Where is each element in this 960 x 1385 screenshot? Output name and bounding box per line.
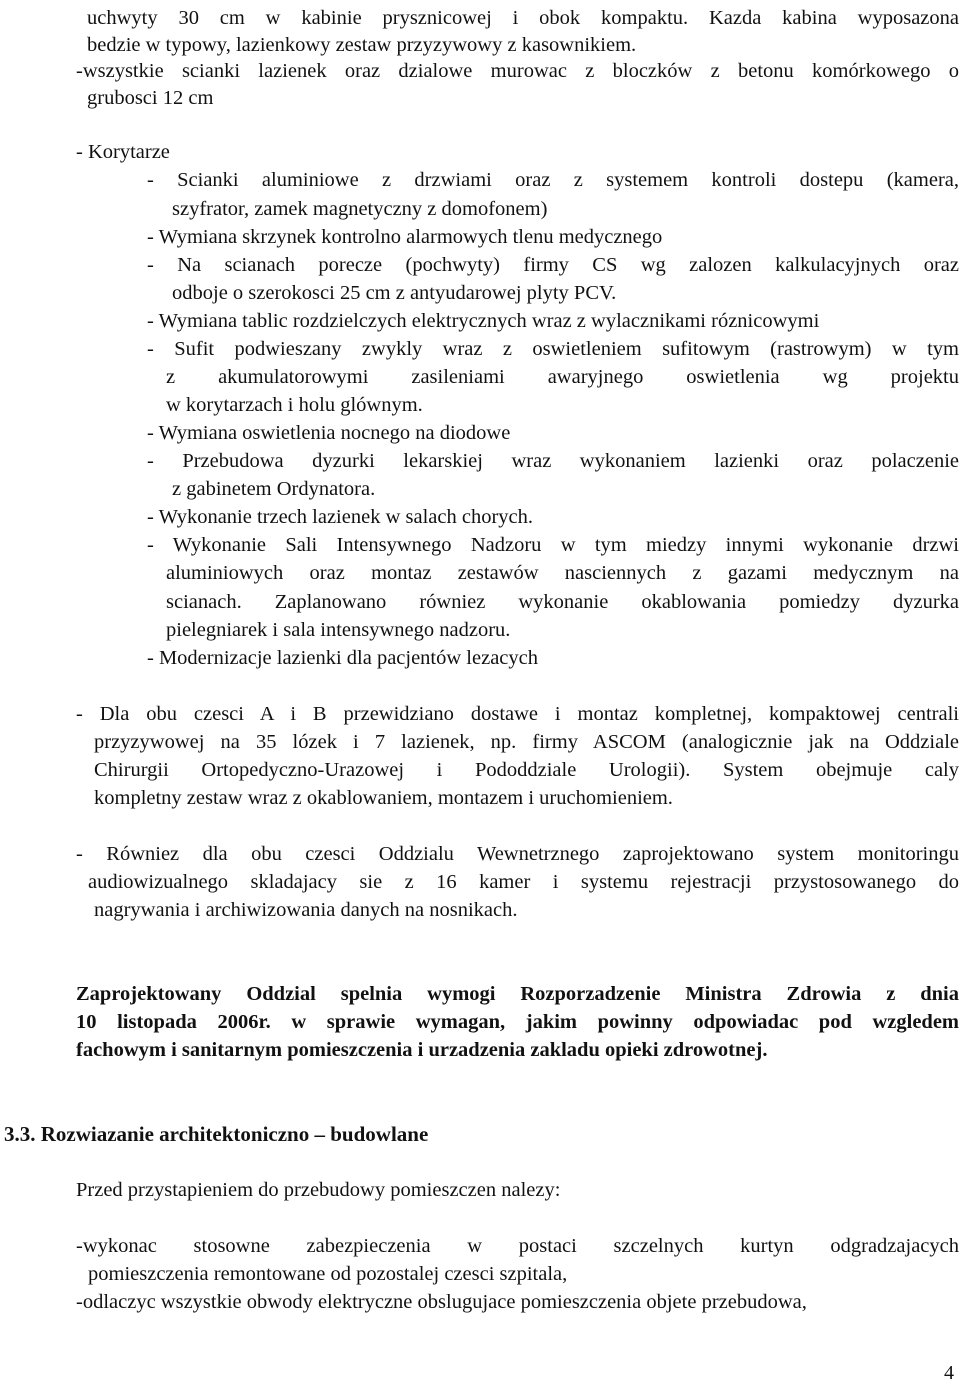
bold-statement-line: Zaprojektowany Oddzial spelnia wymogi Rozporzadzenie Ministra Zdrowia z dnia bbox=[76, 983, 959, 1005]
text-line: odboje o szerokosci 25 cm z antyudarowej plyty PCV. bbox=[172, 282, 617, 304]
list-item: - Wykonanie Sali Intensywnego Nadzoru w tym miedzy innymi wykonanie drzwi bbox=[147, 534, 959, 556]
text-line: -wszystkie scianki lazienek oraz dzialowe murowac z bloczków z betonu komórkowego o bbox=[76, 60, 959, 82]
list-item: - Modernizacje lazienki dla pacjentów lezacych bbox=[147, 647, 539, 669]
text-line: szyfrator, zamek magnetyczny z domofonem) bbox=[172, 198, 548, 220]
text-line: -wykonac stosowne zabezpieczenia w postaci szczelnych kurtyn odgradzajacych bbox=[76, 1235, 959, 1257]
list-item: - Wymiana tablic rozdzielczych elektrycznych wraz z wylacznikami róznicowymi bbox=[147, 310, 820, 332]
text-line: aluminiowych oraz montaz zestawów nasciennych z gazami medycznym na bbox=[166, 562, 959, 584]
list-item: - Wymiana skrzynek kontrolno alarmowych tlenu medycznego bbox=[147, 226, 663, 248]
text-line: bedzie w typowy, lazienkowy zestaw przyzywowy z kasownikiem. bbox=[87, 34, 637, 56]
text-line: przyzywowej na 35 lózek i 7 lazienek, np. firmy ASCOM (analogicznie jak na Oddziale bbox=[94, 731, 959, 753]
text-line: nagrywania i archiwizowania danych na nosnikach. bbox=[94, 899, 518, 921]
text-line: z gabinetem Ordynatora. bbox=[172, 478, 376, 500]
text-line: -odlaczyc wszystkie obwody elektryczne obslugujace pomieszczenia objete przebudowa, bbox=[76, 1291, 807, 1313]
text-line: - Dla obu czesci A i B przewidziano dostawe i montaz kompletnej, kompaktowej centrali bbox=[76, 703, 959, 725]
text-line: Przed przystapieniem do przebudowy pomieszczen nalezy: bbox=[76, 1179, 561, 1201]
text-line: Chirurgii Ortopedyczno-Urazowej i Pododdziale Urologii). System obejmuje caly bbox=[94, 759, 959, 781]
text-line: uchwyty 30 cm w kabinie prysznicowej i obok kompaktu. Kazda kabina wyposazona bbox=[87, 7, 959, 29]
text-line: w korytarzach i holu glównym. bbox=[166, 394, 423, 416]
list-item: - Wymiana oswietlenia nocnego na diodowe bbox=[147, 422, 511, 444]
text-line: - Równiez dla obu czesci Oddzialu Wewnetrznego zaprojektowano system monitoringu bbox=[76, 843, 959, 865]
bold-statement-line: fachowym i sanitarnym pomieszczenia i urzadzenia zakladu opieki zdrowotnej. bbox=[76, 1039, 768, 1061]
section-label-korytarze: - Korytarze bbox=[76, 141, 170, 163]
text-line: pielegniarek i sala intensywnego nadzoru. bbox=[166, 619, 511, 641]
section-heading: 3.3. Rozwiazanie architektoniczno – budowlane bbox=[4, 1122, 429, 1146]
bold-statement-line: 10 listopada 2006r. w sprawie wymagan, jakim powinny odpowiadac pod wzgledem bbox=[76, 1011, 959, 1033]
text-line: grubosci 12 cm bbox=[87, 87, 214, 109]
page-number: 4 bbox=[944, 1362, 954, 1384]
text-line: z akumulatorowymi zasileniami awaryjnego oswietlenia wg projektu bbox=[166, 366, 959, 388]
list-item: - Scianki aluminiowe z drzwiami oraz z systemem kontroli dostepu (kamera, bbox=[147, 169, 959, 191]
text-line: scianach. Zaplanowano równiez wykonanie okablowania pomiedzy dyzurka bbox=[166, 591, 959, 613]
list-item: - Sufit podwieszany zwykly wraz z oswietleniem sufitowym (rastrowym) w tym bbox=[147, 338, 959, 360]
text-line: audiowizualnego skladajacy sie z 16 kamer i systemu rejestracji przystosowanego do bbox=[88, 871, 959, 893]
text-line: kompletny zestaw wraz z okablowaniem, montazem i uruchomieniem. bbox=[94, 787, 673, 809]
text-line: pomieszczenia remontowane od pozostalej czesci szpitala, bbox=[88, 1263, 568, 1285]
list-item: - Wykonanie trzech lazienek w salach chorych. bbox=[147, 506, 533, 528]
list-item: - Na scianach porecze (pochwyty) firmy CS wg zalozen kalkulacyjnych oraz bbox=[147, 254, 959, 276]
list-item: - Przebudowa dyzurki lekarskiej wraz wykonaniem lazienki oraz polaczenie bbox=[147, 450, 959, 472]
